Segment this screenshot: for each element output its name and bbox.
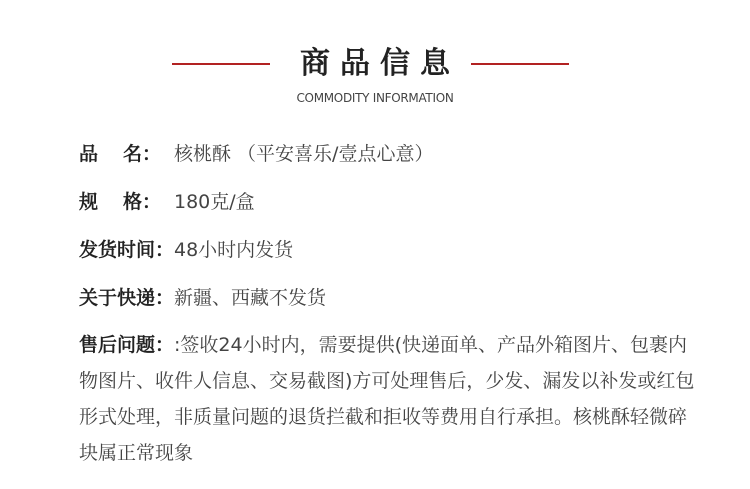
section-subtitle: COMMODITY INFORMATION — [296, 91, 454, 105]
info-row-after-sale — [79, 327, 699, 471]
info-label-ship-time: 发货时间： — [79, 239, 175, 261]
info-label-after-sale: 售后问题： — [79, 334, 175, 356]
info-value-ship-time: 48小时内发货 — [174, 239, 294, 261]
info-label-spec-a: 规 — [79, 191, 99, 213]
info-label-spec — [79, 187, 174, 217]
section-header — [0, 0, 750, 110]
info-label-express: 关于快递： — [79, 287, 175, 309]
info-label-name — [79, 139, 174, 169]
info-value-after-sale: :签收24小时内，需要提供(快递面单、产品外箱图片、包裹内物图片、收件人信息、交易截图)方可处理售后，少发、漏发以补发或红包形式处理，非质量问题的退货拦截和拒收等费用自行承担。核桃酥轻微碎块属正常现象 — [79, 334, 695, 464]
info-label-spec-b: 格： — [122, 191, 161, 213]
info-label-name-b: 名： — [122, 143, 161, 165]
info-value-spec: 180克/盒 — [174, 191, 255, 213]
title-rule-right — [471, 63, 569, 65]
info-row-name — [79, 139, 699, 169]
info-row-express — [79, 283, 699, 313]
section-title: 商品信息 — [300, 46, 460, 81]
info-label-name-a: 品 — [79, 143, 99, 165]
info-row-ship-time — [79, 235, 699, 265]
info-row-spec — [79, 187, 699, 217]
info-value-name: 核桃酥 （平安喜乐/壹点心意） — [174, 143, 434, 165]
info-value-express: 新疆、西藏不发货 — [174, 287, 327, 309]
product-info-list — [79, 139, 699, 471]
